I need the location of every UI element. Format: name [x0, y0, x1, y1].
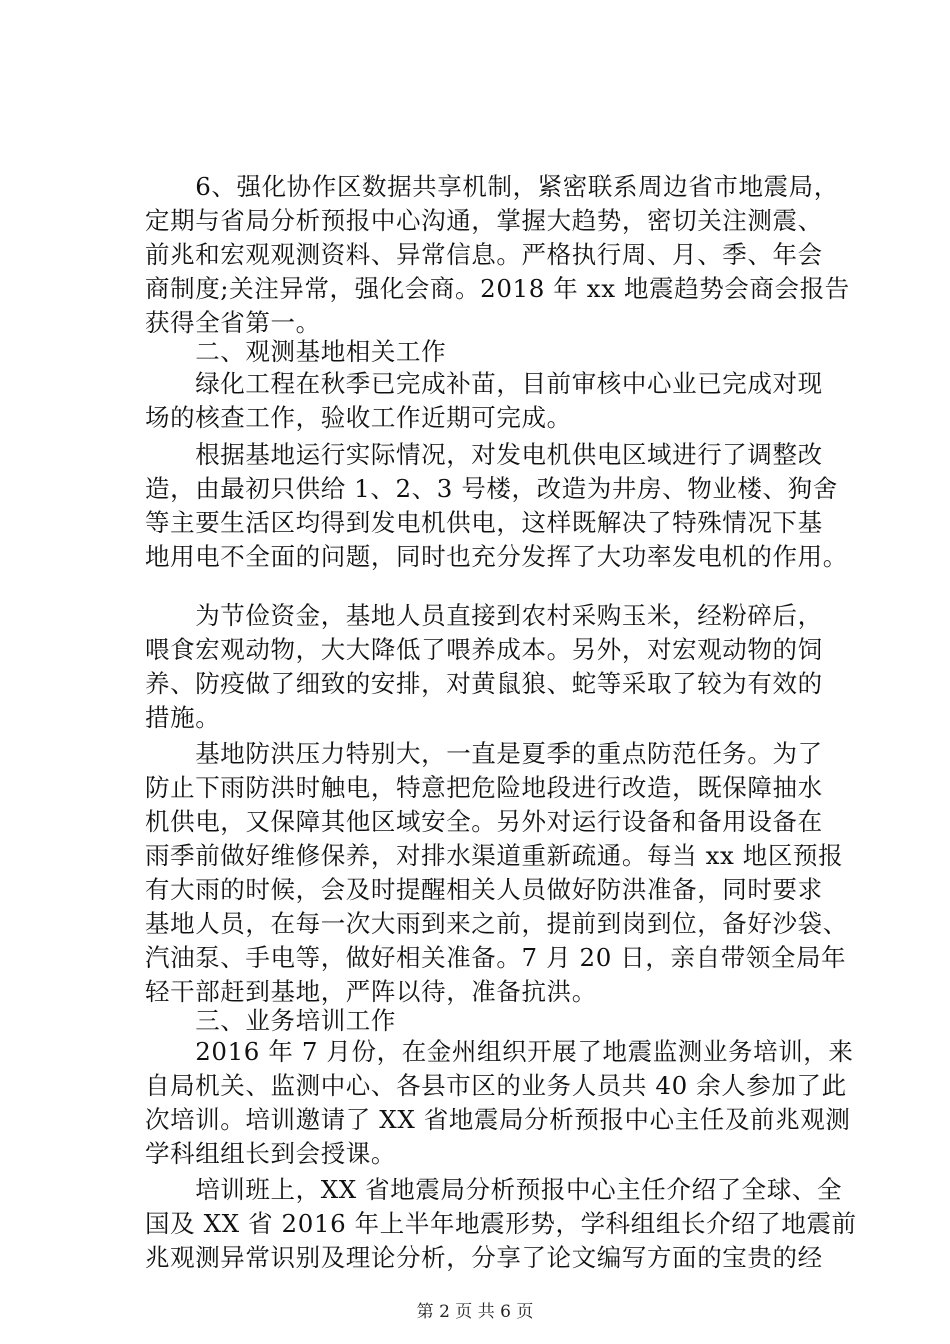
text-line: 根据基地运行实际情况，对发电机供电区域进行了调整改: [145, 440, 823, 469]
text-line: 6、强化协作区数据共享机制，紧密联系周边省市地震局，: [145, 172, 839, 201]
text-line: 喂食宏观动物，大大降低了喂养成本。另外，对宏观动物的饲: [145, 635, 823, 664]
text-line: 次培训。培训邀请了 XX 省地震局分析预报中心主任及前兆观测: [145, 1105, 851, 1134]
text-line: 机供电，又保障其他区域安全。另外对运行设备和备用设备在: [145, 807, 823, 836]
text-line: 自局机关、监测中心、各县市区的业务人员共 40 余人参加了此: [145, 1071, 847, 1100]
text-line: 前兆和宏观观测资料、异常信息。严格执行周、月、季、年会: [145, 240, 823, 269]
text-line: 养、防疫做了细致的安排，对黄鼠狼、蛇等采取了较为有效的: [145, 669, 823, 698]
text-line: 基地人员，在每一次大雨到来之前，提前到岗到位，备好沙袋、: [145, 909, 848, 938]
text-line: 措施。: [145, 703, 221, 732]
text-line: 国及 XX 省 2016 年上半年地震形势，学科组组长介绍了地震前: [145, 1209, 857, 1238]
text-line: 等主要生活区均得到发电机供电，这样既解决了特殊情况下基: [145, 508, 823, 537]
text-line: 商制度;关注异常，强化会商。2018 年 xx 地震趋势会商会报告: [145, 274, 850, 303]
text-line: 获得全省第一。: [145, 308, 321, 337]
text-line: 2016 年 7 月份，在金州组织开展了地震监测业务培训，来: [145, 1037, 854, 1066]
text-line: 场的核查工作，验收工作近期可完成。: [145, 403, 572, 432]
text-line: 地用电不全面的问题，同时也充分发挥了大功率发电机的作用。: [145, 542, 848, 571]
text-line: 轻干部赶到基地，严阵以待，准备抗洪。: [145, 977, 597, 1006]
section-heading: 二、观测基地相关工作: [145, 337, 447, 366]
text-line: 定期与省局分析预报中心沟通，掌握大趋势，密切关注测震、: [145, 206, 823, 235]
section-heading: 三、业务培训工作: [145, 1006, 396, 1035]
text-line: 为节俭资金，基地人员直接到农村采购玉米，经粉碎后，: [145, 601, 823, 630]
text-line: 绿化工程在秋季已完成补苗，目前审核中心业已完成对现: [145, 369, 823, 398]
text-line: 造，由最初只供给 1、2、3 号楼，改造为井房、物业楼、狗舍: [145, 474, 838, 503]
text-line: 培训班上，XX 省地震局分析预报中心主任介绍了全球、全: [145, 1175, 843, 1204]
text-line: 汽油泵、手电等，做好相关准备。7 月 20 日，亲自带领全局年: [145, 943, 847, 972]
page-number-footer: 第 2 页 共 6 页: [416, 1302, 534, 1322]
text-line: 防止下雨防洪时触电，特意把危险地段进行改造，既保障抽水: [145, 773, 823, 802]
text-line: 雨季前做好维修保养，对排水渠道重新疏通。每当 xx 地区预报: [145, 841, 844, 870]
text-line: 学科组组长到会授课。: [145, 1139, 396, 1168]
text-line: 有大雨的时候，会及时提醒相关人员做好防洪准备，同时要求: [145, 875, 823, 904]
text-line: 兆观测异常识别及理论分析，分享了论文编写方面的宝贵的经: [145, 1243, 823, 1272]
text-line: 基地防洪压力特别大，一直是夏季的重点防范任务。为了: [145, 739, 823, 768]
